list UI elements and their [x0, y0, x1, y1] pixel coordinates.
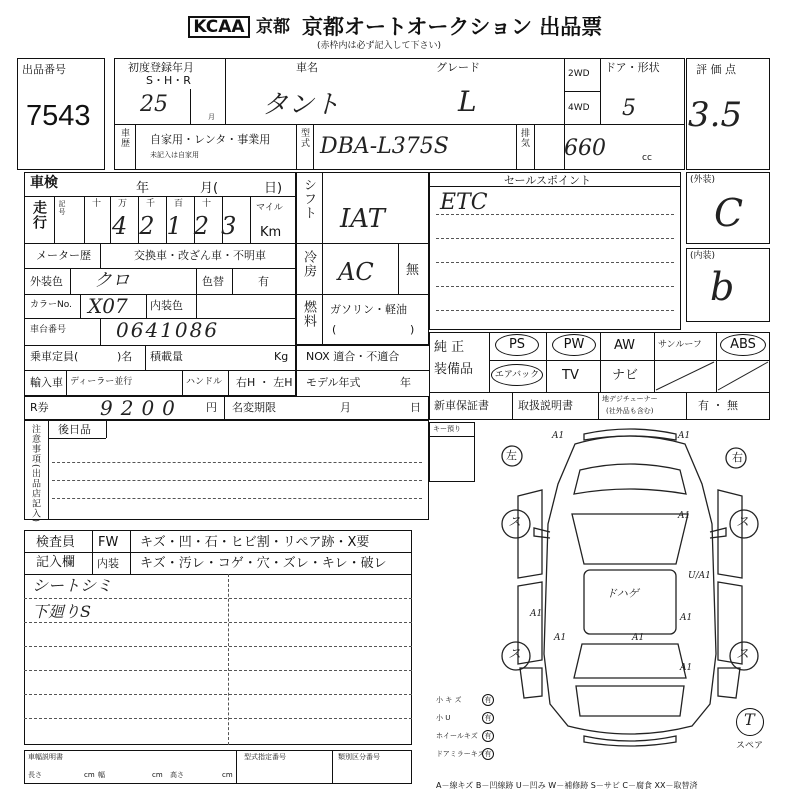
- recolor-label: 色替: [202, 275, 224, 288]
- notes-side-label: 注意事項(出品店記入): [30, 424, 40, 524]
- diagram-right-label: 右: [732, 451, 743, 464]
- key-label: キー預り: [433, 425, 461, 433]
- recycle-value: 9200: [100, 396, 183, 420]
- exterior-grade-value: C: [714, 191, 744, 235]
- after-item-label: 後日品: [58, 423, 91, 436]
- inspector-note-2: 下廻りS: [32, 602, 91, 621]
- exterior-color-label: 外装色: [30, 275, 63, 288]
- tire-mark-fl: ス: [508, 515, 522, 530]
- legend-small-2-mark: 有: [482, 712, 494, 724]
- meter-options: 交換車・改ざん車・不明車: [134, 249, 266, 262]
- diagram-left-label: 左: [506, 449, 517, 462]
- chassis-label: 車台番号: [30, 325, 67, 335]
- kg-unit: Kg: [274, 350, 289, 363]
- model-label: 型式: [299, 128, 309, 148]
- equip-aw: AW: [614, 338, 636, 353]
- inspector-label-1: 検査員: [36, 535, 76, 550]
- unit-10: 十: [202, 199, 212, 209]
- shift-label: シフト: [301, 178, 316, 220]
- model-year-unit: 年: [400, 376, 411, 389]
- new-car-warranty: 新車保証書: [434, 399, 489, 412]
- mileage-label: 走行: [31, 200, 47, 230]
- interior-color-label: 内装色: [150, 299, 183, 312]
- damage-mark-9: A1: [680, 663, 693, 673]
- dims-height-cm: cm: [222, 771, 233, 779]
- equipment-label-1: 純 正: [434, 340, 465, 355]
- legend-small-3-mark: 有: [482, 730, 494, 742]
- color-no-value: X07: [88, 294, 128, 318]
- color-no-label: カラーNo.: [30, 300, 72, 310]
- interior-grade-value: b: [710, 265, 735, 309]
- damage-mark-3: A1: [678, 511, 691, 521]
- damage-mark-4: A1: [530, 609, 543, 619]
- spare-tire-mark: T: [744, 710, 755, 729]
- reg-year: 25: [140, 92, 168, 117]
- equip-abs: ABS: [720, 334, 766, 356]
- legend-small-4-label: ドアミラーキズ: [436, 750, 485, 758]
- fuel-options: ガソリン・軽油: [330, 303, 407, 316]
- cc-unit: cc: [642, 153, 652, 163]
- handle-label: ハンドル: [186, 377, 223, 387]
- owner-manual: 取扱説明書: [518, 399, 573, 412]
- form-note: (赤枠内は必ず記入して下さい): [317, 41, 442, 51]
- digital-tuner-note: (社外品も含む): [606, 407, 654, 415]
- score-value: 3.5: [688, 95, 743, 135]
- digital-tuner-label: 地デジチューナー: [602, 395, 658, 403]
- doors-label: ドア・形状: [605, 61, 660, 74]
- unit-km: Km: [260, 225, 282, 240]
- damage-mark-1: A1: [552, 431, 565, 441]
- logo: KCAA: [188, 16, 250, 38]
- reg-month-unit: 月: [208, 113, 215, 121]
- dims-width: 幅: [98, 771, 105, 779]
- meter-label: メーター歴: [36, 249, 91, 262]
- displacement-value: 660: [564, 136, 606, 161]
- shift-value: IAT: [340, 204, 385, 234]
- score-label: 評 価 点: [696, 63, 736, 76]
- logo-kyoto: 京都: [256, 17, 290, 37]
- interior-inspect-text: キズ・汚レ・コゲ・穴・ズレ・キレ・破レ: [140, 556, 387, 571]
- cooling-label: 冷房: [301, 250, 316, 278]
- lot-number: 7543: [26, 100, 91, 132]
- interior-grade-label: (内装): [690, 251, 716, 261]
- name-change-day: 日: [410, 401, 421, 414]
- inspector-label-2: 記入欄: [36, 555, 76, 570]
- grade-value: L: [458, 85, 477, 118]
- dims-label: 車幅説明書: [28, 753, 63, 761]
- legend-small-4-mark: 有: [482, 748, 494, 760]
- sales-point-label: セールスポイント: [504, 174, 592, 187]
- nox-label: NOX 適合・不適合: [306, 350, 400, 363]
- unit-10k: 万: [118, 199, 128, 209]
- dims-length-cm: cm: [84, 771, 95, 779]
- interior-inspect-label: 内装: [97, 557, 119, 570]
- damage-mark-5: A1: [554, 633, 567, 643]
- recolor-value: 有: [258, 275, 269, 288]
- legend-small-1-mark: 有: [482, 694, 494, 706]
- equipment-label-2: 装備品: [434, 362, 474, 377]
- sales-point-value: ETC: [440, 190, 488, 215]
- dims-height: 高さ: [170, 771, 184, 779]
- mileage-note: 記号: [58, 200, 66, 216]
- tire-mark-fr: ス: [736, 515, 750, 530]
- dims-width-cm: cm: [152, 771, 163, 779]
- shaken-year: 年: [136, 181, 150, 196]
- equip-sunroof: サンルーフ: [658, 340, 702, 350]
- era-label: S・H・R: [146, 74, 191, 87]
- chassis-value: 0641086: [116, 318, 220, 342]
- shaken-month: 月(: [200, 181, 219, 196]
- model-year-label: モデル年式: [306, 376, 361, 389]
- equip-airbag: エアバック: [491, 364, 543, 386]
- mileage-value: 42123: [112, 212, 249, 240]
- grade-label: グレード: [436, 61, 480, 74]
- spare-label: スペア: [736, 741, 764, 751]
- unit-100: 百: [174, 199, 184, 209]
- history-note: 未記入は自家用: [150, 151, 199, 159]
- displacement-label: 排気: [519, 128, 529, 148]
- unit-mile: マイル: [256, 203, 283, 213]
- history-options: 自家用・レンタ・事業用: [150, 133, 271, 146]
- inspector-note-1: シートシミ: [32, 576, 113, 595]
- history-label: 車歴: [119, 128, 129, 148]
- damage-mark-6: A1: [632, 633, 645, 643]
- class-spec-label: 類別区分番号: [338, 753, 380, 761]
- exterior-grade-label: (外装): [690, 175, 716, 185]
- yen-unit: 円: [206, 401, 217, 414]
- dealer-label: ディーラー並行: [70, 377, 133, 387]
- model-value: DBA-L375S: [320, 134, 449, 159]
- damage-mark-8: U/A1: [688, 571, 711, 581]
- capacity-unit: )名: [117, 350, 133, 363]
- car-name: タント: [262, 90, 341, 120]
- cooling-none: 無: [406, 263, 420, 278]
- cooling-value: AC: [338, 258, 374, 286]
- unit-1k: 千: [146, 199, 156, 209]
- handle-value: 右H ・ 左H: [236, 376, 293, 389]
- recycle-row: [24, 396, 429, 420]
- capacity-label: 乗車定員(: [30, 350, 79, 363]
- name-change-month: 月: [340, 401, 351, 414]
- first-reg-label: 初度登録年月: [128, 61, 194, 74]
- digital-tuner-value: 有 ・ 無: [698, 399, 738, 412]
- damage-mark-7: A1: [680, 613, 693, 623]
- fuel-paren-close: ): [410, 323, 415, 336]
- equip-tv: TV: [562, 368, 579, 383]
- shaken-label: 車検: [30, 175, 58, 191]
- four-wd: 4WD: [568, 103, 590, 113]
- damage-legend: A－線キズ B－凹線跡 U－凹み W－補修跡 S－サビ C－腐食 XX－取替済: [436, 781, 698, 790]
- doors-value: 5: [622, 96, 636, 121]
- fuel-paren-open: (: [332, 323, 337, 336]
- roof-note: ドハゲ: [606, 587, 639, 600]
- two-wd: 2WD: [568, 69, 590, 79]
- lot-label: 出品番号: [22, 63, 66, 76]
- tire-mark-rl: ス: [508, 647, 522, 662]
- dims-length: 長さ: [28, 771, 42, 779]
- shaken-day: 日): [264, 181, 283, 196]
- legend-small-3-label: ホイールキズ: [436, 732, 478, 740]
- model-spec-label: 型式指定番号: [244, 753, 286, 761]
- equip-blank-strikes: [654, 360, 770, 392]
- load-label: 積載量: [150, 350, 183, 363]
- name-change-label: 名変期限: [232, 401, 276, 414]
- car-name-label: 車名: [296, 61, 318, 74]
- recycle-label: R券: [30, 401, 49, 414]
- legend-small-1-label: 小 キ ズ: [436, 696, 462, 704]
- fw-label: FW: [98, 535, 119, 550]
- equip-ps: PS: [495, 334, 539, 356]
- unit-10m: 十: [92, 199, 102, 209]
- equip-pw: PW: [552, 334, 596, 356]
- tire-mark-rr: ス: [736, 647, 750, 662]
- damage-mark-2: A1: [678, 431, 691, 441]
- form-title: 京都オートオークション 出品票: [302, 15, 603, 39]
- fw-text: キズ・凹・石・ヒビ割・リペア跡・X要: [140, 535, 370, 550]
- fuel-label: 燃料: [301, 300, 316, 328]
- legend-small-2-label: 小 U: [436, 714, 451, 722]
- equip-navi: ナビ: [612, 368, 639, 383]
- exterior-color-value: クロ: [94, 270, 130, 291]
- import-label: 輸入車: [30, 376, 63, 389]
